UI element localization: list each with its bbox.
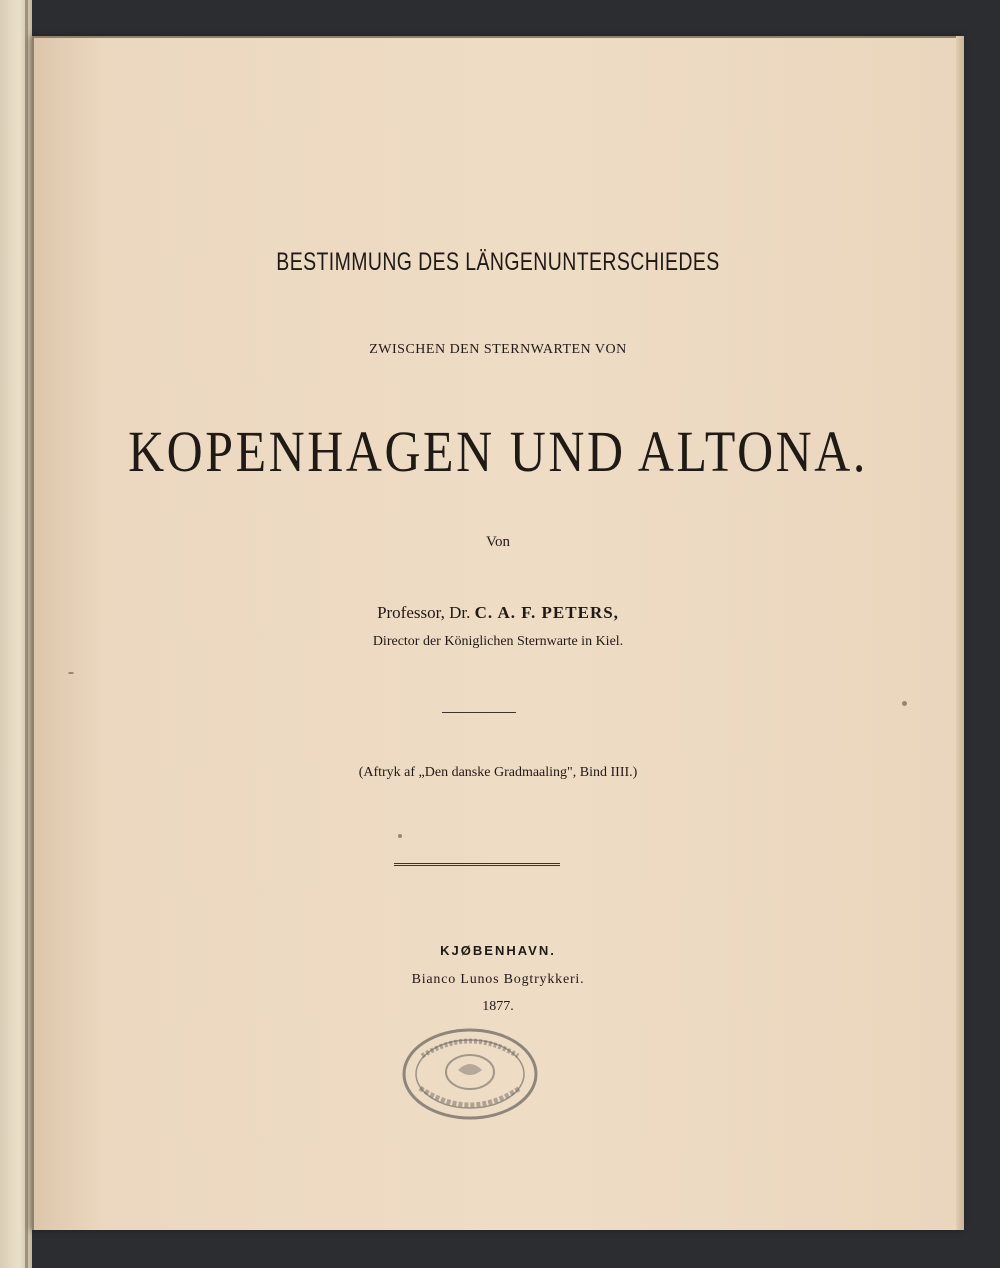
paper-speck <box>398 834 402 838</box>
imprint-year: 1877. <box>482 999 514 1014</box>
by-label: Von <box>486 534 510 550</box>
paper-speck <box>902 701 907 706</box>
author-position: Director der Königlichen Sternwarte in Kiel. <box>372 634 624 649</box>
author-prefix: Professor, Dr. <box>377 603 471 622</box>
main-title: KOPENHAGEN UND ALTONA. <box>128 419 868 484</box>
title-line-2: ZWISCHEN DEN STERNWARTEN VON <box>369 342 627 357</box>
imprint-printer: Bianco Lunos Bogtrykkeri. <box>411 972 585 987</box>
page-edge-shadow <box>956 36 964 1230</box>
reprint-note: (Aftryk af „Den danske Gradmaaling", Bind IIII.) <box>358 765 638 780</box>
double-divider <box>394 863 560 866</box>
paper-speck <box>68 672 74 674</box>
title-line-1: BESTIMMUNG DES LÄNGENUNTERSCHIEDES <box>276 248 720 276</box>
facing-page-edge <box>0 0 32 1268</box>
title-page <box>32 36 964 1230</box>
author-line <box>32 603 964 623</box>
short-divider <box>442 712 516 713</box>
library-stamp <box>400 1026 540 1122</box>
imprint-place: KJØBENHAVN. <box>440 943 556 958</box>
author-name: C. A. F. PETERS, <box>474 603 619 622</box>
